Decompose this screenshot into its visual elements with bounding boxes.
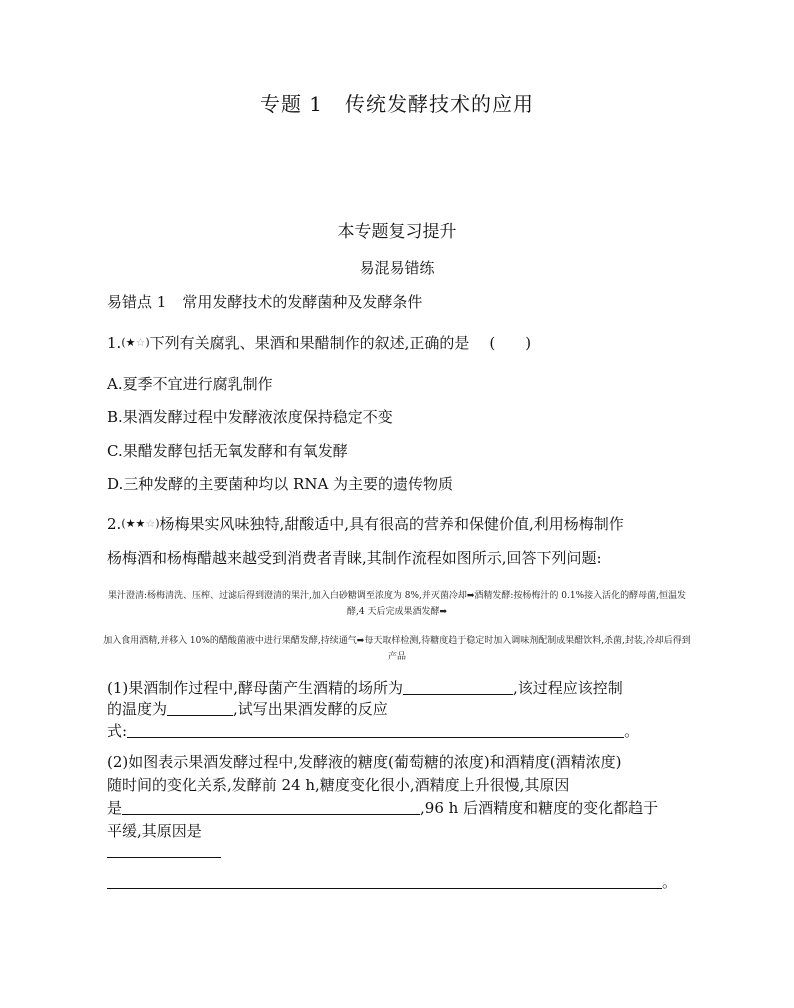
answer-blank-reason-2a [107,843,221,858]
section-subtitle: 易混易错练 [359,259,435,277]
sub-question-2-line2: 随时间的变化关系,发酵前 24 h,糖度变化很小,酒精度上升很慢,其原因 [107,776,570,794]
mistake-point-heading [107,291,422,312]
flow-step-1: 果汁澄清:杨梅清洗、压榨、过滤后得到澄清的果汁,加入白砂糖调至浓度为 8%,并灭菌冷却➡酒精发酵:按杨梅汁的 0.1%接入活化的酵母菌,恒温发酵,4 天后完成果酒发酵➡ [107,591,687,617]
answer-paren: ( ) [489,334,532,352]
sub-question-1-line2 [107,698,388,719]
sub-question-1-line3 [107,720,639,741]
answer-blank-site [403,680,513,695]
sub-question-1-line1 [107,677,623,698]
option-b: B.果酒发酵过程中发酵液浓度保持稳定不变 [107,408,393,426]
answer-blank-equation [127,723,624,738]
topic-number: 专题 1 [259,92,324,116]
sub-question-1-text-b: ,该过程应该控制 [513,679,623,697]
section-title: 本专题复习提升 [337,222,457,242]
page-title [0,88,794,117]
sub-question-2-line3 [107,797,658,818]
sub-question-2-line4: 平缓,其原因是 [107,822,202,840]
question-2-stem-line1 [107,513,624,534]
flow-step-2: 加入食用酒精,并移入 10%的醋酸菌液中进行果醋发酵,持续通气➡每天取样检测,待糖度趋于稳定时加入调味剂配制成果醋饮料,杀菌,封装,冷却后得到产品 [103,636,691,662]
question-2-text-line1: 杨梅果实风味独特,甜酸适中,具有很高的营养和保健价值,利用杨梅制作 [159,515,624,533]
question-2-number: 2. [107,515,122,533]
sub-question-2-line6 [107,871,677,892]
end-mark: 。 [624,722,640,740]
sub-question-2-line5 [107,842,221,860]
option-c: C.果醋发酵包括无氧发酵和有氧发酵 [107,442,348,460]
difficulty-stars: (★☆) [121,336,150,349]
mistake-point-label: 易错点 1 [107,293,167,311]
answer-blank-reason-1 [122,800,420,815]
topic-title: 传统发酵技术的应用 [345,92,535,116]
question-1-number: 1. [107,334,122,352]
sub-question-2-text-d: ,96 h 后酒精度和糖度的变化都趋于 [420,799,659,817]
question-2-stem-line2: 杨梅酒和杨梅醋越来越受到消费者青睐,其制作流程如图所示,回答下列问题: [107,549,602,567]
option-a: A.夏季不宜进行腐乳制作 [107,375,273,393]
sub-question-1-text-d: ,试写出果酒发酵的反应 [233,700,388,718]
sub-question-1-text-c: 的温度为 [107,700,168,718]
sub-question-2-line1: (2)如图表示果酒发酵过程中,发酵液的糖度(葡萄糖的浓度)和酒精度(酒精浓度) [107,753,622,771]
answer-blank-reason-2b [107,874,662,889]
end-mark: 。 [662,873,678,891]
mistake-point-text: 常用发酵技术的发酵菌种及发酵条件 [182,293,423,311]
difficulty-stars: (★★☆) [121,517,160,530]
sub-question-1-text-e: 式: [107,722,128,740]
sub-question-2-text-c: 是 [107,799,123,817]
question-1-text: 下列有关腐乳、果酒和果醋制作的叙述,正确的是 [149,334,470,352]
option-d: D.三种发酵的主要菌种均以 RNA 为主要的遗传物质 [107,475,454,493]
answer-blank-temperature [167,701,233,716]
question-1-stem [107,332,531,353]
sub-question-1-text-a: (1)果酒制作过程中,酵母菌产生酒精的场所为 [107,679,404,697]
